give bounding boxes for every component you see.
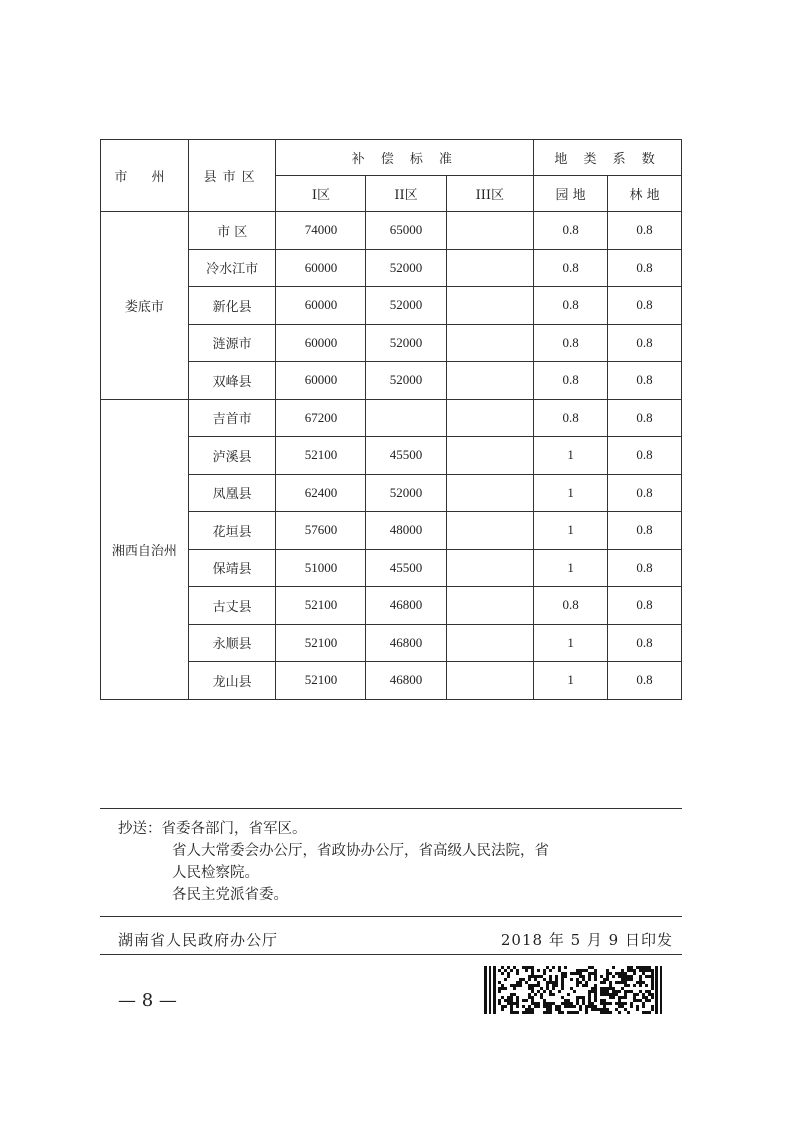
zone2-cell: 52000 <box>366 249 446 287</box>
zone2-cell: 52000 <box>366 474 446 512</box>
forest-coef-cell: 0.8 <box>608 512 682 550</box>
zone2-cell: 52000 <box>366 362 446 400</box>
cc-line-4: 各民主党派省委。 <box>172 887 288 903</box>
header-coef: 地 类 系 数 <box>534 140 682 176</box>
issuer-bottom-rule <box>100 954 682 955</box>
zone1-cell: 52100 <box>276 437 366 475</box>
county-cell: 涟源市 <box>188 324 276 362</box>
table-body <box>101 212 682 700</box>
table-row <box>101 587 682 625</box>
table-row <box>101 399 682 437</box>
garden-coef-cell: 0.8 <box>534 399 608 437</box>
zone3-cell <box>446 287 534 325</box>
cc-line-2: 省人大常委会办公厅，省政协办公厅，省高级人民法院，省 <box>172 843 549 859</box>
garden-coef-cell: 0.8 <box>534 212 608 250</box>
zone1-cell: 52100 <box>276 587 366 625</box>
forest-coef-cell: 0.8 <box>608 437 682 475</box>
garden-coef-cell: 1 <box>534 474 608 512</box>
forest-coef-cell: 0.8 <box>608 624 682 662</box>
zone2-cell: 48000 <box>366 512 446 550</box>
table-row <box>101 549 682 587</box>
zone1-cell: 60000 <box>276 249 366 287</box>
forest-coef-cell: 0.8 <box>608 212 682 250</box>
cc-block <box>100 818 682 906</box>
table-row <box>101 662 682 700</box>
table-row <box>101 437 682 475</box>
table-row <box>101 287 682 325</box>
zone3-cell <box>446 624 534 662</box>
zone2-cell: 45500 <box>366 437 446 475</box>
forest-coef-cell: 0.8 <box>608 549 682 587</box>
zone3-cell <box>446 212 534 250</box>
zone1-cell: 52100 <box>276 662 366 700</box>
issue-date: 2018 年 5 月 9 日印发 <box>500 931 673 949</box>
zone3-cell <box>446 512 534 550</box>
garden-coef-cell: 0.8 <box>534 249 608 287</box>
county-cell: 保靖县 <box>188 549 276 587</box>
zone1-cell: 74000 <box>276 212 366 250</box>
table-row <box>101 249 682 287</box>
barcode-image <box>484 966 664 1014</box>
zone3-cell <box>446 474 534 512</box>
table-row <box>101 624 682 662</box>
garden-coef-cell: 1 <box>534 549 608 587</box>
table-row <box>101 212 682 250</box>
cc-line-3: 人民检察院。 <box>172 865 259 881</box>
zone2-cell: 46800 <box>366 624 446 662</box>
zone3-cell <box>446 399 534 437</box>
zone2-cell: 52000 <box>366 287 446 325</box>
zone2-cell: 46800 <box>366 587 446 625</box>
zone3-cell <box>446 662 534 700</box>
zone3-cell <box>446 549 534 587</box>
cc-bottom-rule <box>100 916 682 917</box>
header-forest: 林 地 <box>608 176 682 212</box>
header-city: 市 州 <box>101 140 189 212</box>
zone3-cell <box>446 249 534 287</box>
garden-coef-cell: 0.8 <box>534 362 608 400</box>
forest-coef-cell: 0.8 <box>608 324 682 362</box>
zone3-cell <box>446 437 534 475</box>
garden-coef-cell: 1 <box>534 437 608 475</box>
header-zone3: III区 <box>446 176 534 212</box>
zone1-cell: 60000 <box>276 324 366 362</box>
header-zone2: II区 <box>366 176 446 212</box>
issuer: 湖南省人民政府办公厅 <box>118 931 279 949</box>
forest-coef-cell: 0.8 <box>608 587 682 625</box>
zone2-cell: 46800 <box>366 662 446 700</box>
zone1-cell: 67200 <box>276 399 366 437</box>
city-cell: 湘西自治州 <box>101 399 189 699</box>
garden-coef-cell: 1 <box>534 662 608 700</box>
header-garden: 园 地 <box>534 176 608 212</box>
garden-coef-cell: 0.8 <box>534 324 608 362</box>
garden-coef-cell: 1 <box>534 512 608 550</box>
table-row <box>101 362 682 400</box>
zone1-cell: 60000 <box>276 362 366 400</box>
county-cell: 花垣县 <box>188 512 276 550</box>
forest-coef-cell: 0.8 <box>608 399 682 437</box>
zone2-cell: 52000 <box>366 324 446 362</box>
forest-coef-cell: 0.8 <box>608 287 682 325</box>
garden-coef-cell: 0.8 <box>534 587 608 625</box>
zone1-cell: 52100 <box>276 624 366 662</box>
garden-coef-cell: 1 <box>534 624 608 662</box>
county-cell: 新化县 <box>188 287 276 325</box>
county-cell: 双峰县 <box>188 362 276 400</box>
zone2-cell: 45500 <box>366 549 446 587</box>
zone1-cell: 57600 <box>276 512 366 550</box>
zone2-cell <box>366 399 446 437</box>
county-cell: 吉首市 <box>188 399 276 437</box>
zone3-cell <box>446 362 534 400</box>
garden-coef-cell: 0.8 <box>534 287 608 325</box>
county-cell: 古丈县 <box>188 587 276 625</box>
header-county: 县市区 <box>188 140 276 212</box>
table-row <box>101 324 682 362</box>
zone2-cell: 65000 <box>366 212 446 250</box>
city-cell: 娄底市 <box>101 212 189 400</box>
forest-coef-cell: 0.8 <box>608 362 682 400</box>
county-cell: 泸溪县 <box>188 437 276 475</box>
county-cell: 市 区 <box>188 212 276 250</box>
forest-coef-cell: 0.8 <box>608 249 682 287</box>
header-zone1: I区 <box>276 176 366 212</box>
table-row <box>101 512 682 550</box>
county-cell: 凤凰县 <box>188 474 276 512</box>
forest-coef-cell: 0.8 <box>608 474 682 512</box>
cc-line-1: 抄送：省委各部门，省军区。 <box>118 821 307 837</box>
header-standard: 补 偿 标 准 <box>276 140 534 176</box>
zone1-cell: 60000 <box>276 287 366 325</box>
table-row <box>101 474 682 512</box>
county-cell: 永顺县 <box>188 624 276 662</box>
cc-top-rule <box>100 808 682 809</box>
county-cell: 冷水江市 <box>188 249 276 287</box>
zone1-cell: 51000 <box>276 549 366 587</box>
county-cell: 龙山县 <box>188 662 276 700</box>
compensation-table <box>100 139 682 700</box>
forest-coef-cell: 0.8 <box>608 662 682 700</box>
page-number: — 8 — <box>118 990 177 1011</box>
zone3-cell <box>446 324 534 362</box>
zone1-cell: 62400 <box>276 474 366 512</box>
zone3-cell <box>446 587 534 625</box>
